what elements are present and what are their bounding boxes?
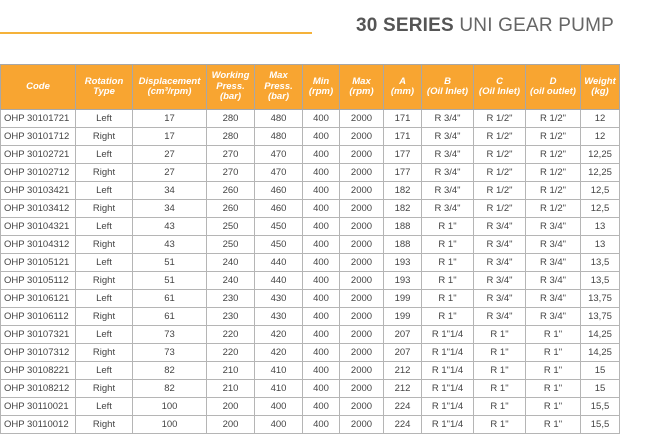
table-cell: 2000 (340, 182, 384, 200)
table-cell: R 3/4" (526, 254, 581, 272)
table-cell: 182 (384, 182, 422, 200)
table-cell: 14,25 (581, 344, 620, 362)
table-cell: 400 (303, 110, 340, 128)
table-row (1, 272, 620, 290)
table-cell: 2000 (340, 290, 384, 308)
table-cell: Left (76, 110, 133, 128)
table-cell: 34 (133, 200, 207, 218)
column-header-line: (kg) (591, 86, 609, 97)
table-cell: R 3/4" (474, 308, 526, 326)
table-cell: 224 (384, 416, 422, 434)
table-cell: R 3/4" (474, 290, 526, 308)
pump-code-cell: OHP 30108212 (1, 380, 76, 398)
table-cell: Left (76, 398, 133, 416)
table-cell: 73 (133, 344, 207, 362)
table-row (1, 290, 620, 308)
table-cell: Right (76, 380, 133, 398)
column-header-line: (oil outlet) (530, 86, 576, 97)
table-cell: 12 (581, 110, 620, 128)
table-row (1, 182, 620, 200)
table-cell: R 1" (526, 398, 581, 416)
column-header-line: Press. (216, 80, 245, 92)
table-cell: R 1" (526, 416, 581, 434)
table-cell: R 3/4" (474, 236, 526, 254)
pump-code-cell: OHP 30101721 (1, 110, 76, 128)
table-cell: Left (76, 254, 133, 272)
table-cell: R 1/2" (526, 200, 581, 218)
table-cell: 400 (303, 236, 340, 254)
table-cell: Right (76, 128, 133, 146)
specifications-table (0, 64, 620, 434)
table-cell: 410 (255, 380, 303, 398)
table-cell: 207 (384, 326, 422, 344)
pump-code-cell: OHP 30104321 (1, 218, 76, 236)
table-cell: R 1/2" (526, 110, 581, 128)
table-cell: 27 (133, 146, 207, 164)
column-header-line: A (399, 75, 406, 87)
table-cell: R 3/4" (422, 182, 474, 200)
column-header (76, 65, 133, 110)
table-cell: 280 (207, 128, 255, 146)
table-body (1, 110, 620, 434)
table-cell: R 1" (526, 326, 581, 344)
column-header (474, 65, 526, 110)
table-cell: R 1/2" (474, 146, 526, 164)
column-header-line: (mm) (390, 86, 415, 97)
table-cell: 15,5 (581, 416, 620, 434)
table-cell: 2000 (340, 344, 384, 362)
table-cell: R 3/4" (526, 272, 581, 290)
table-cell: 193 (384, 254, 422, 272)
table-cell: 188 (384, 236, 422, 254)
column-header-line: Working (211, 70, 250, 82)
table-cell: R 3/4" (526, 236, 581, 254)
table-cell: 420 (255, 344, 303, 362)
table-cell: 450 (255, 236, 303, 254)
table-cell: 43 (133, 236, 207, 254)
table-cell: 460 (255, 200, 303, 218)
pump-code-cell: OHP 30103421 (1, 182, 76, 200)
table-cell: 177 (384, 164, 422, 182)
table-cell: 450 (255, 218, 303, 236)
table-cell: R 1"1/4 (422, 398, 474, 416)
table-cell: 260 (207, 200, 255, 218)
pump-code-cell: OHP 30105121 (1, 254, 76, 272)
table-cell: 207 (384, 344, 422, 362)
table-cell: R 3/4" (422, 110, 474, 128)
table-cell: R 1/2" (474, 182, 526, 200)
table-cell: 17 (133, 110, 207, 128)
column-header (581, 65, 620, 110)
table-cell: 480 (255, 110, 303, 128)
pump-code-cell: OHP 30110012 (1, 416, 76, 434)
table-cell: 12,25 (581, 164, 620, 182)
table-cell: Left (76, 290, 133, 308)
table-cell: R 1"1/4 (422, 344, 474, 362)
table-cell: 13,5 (581, 254, 620, 272)
table-cell: 2000 (340, 416, 384, 434)
table-cell: 400 (303, 416, 340, 434)
table-cell: Right (76, 308, 133, 326)
table-cell: 13,75 (581, 308, 620, 326)
table-cell: 400 (303, 200, 340, 218)
table-cell: 171 (384, 110, 422, 128)
table-cell: Left (76, 362, 133, 380)
header-row (1, 65, 620, 110)
page-header (0, 0, 648, 58)
pump-code-cell: OHP 30101712 (1, 128, 76, 146)
column-header (384, 65, 422, 110)
table-row (1, 146, 620, 164)
table-cell: R 1" (474, 398, 526, 416)
pump-code-cell: OHP 30105112 (1, 272, 76, 290)
table-cell: 250 (207, 236, 255, 254)
title-series: 30 SERIES (355, 15, 454, 36)
table-cell: R 1" (474, 380, 526, 398)
column-header-line: (cm³/rpm) (147, 86, 192, 97)
column-header-line: (Oil Inlet) (478, 86, 521, 97)
table-cell: 17 (133, 128, 207, 146)
table-cell: R 1"1/4 (422, 326, 474, 344)
column-header-line: (Oil Inlet) (426, 86, 469, 97)
table-cell: 12,5 (581, 182, 620, 200)
table-row (1, 380, 620, 398)
table-cell: 270 (207, 164, 255, 182)
column-header-line: Min (312, 75, 330, 87)
table-cell: R 3/4" (474, 218, 526, 236)
table-cell: 82 (133, 380, 207, 398)
table-cell: R 1"1/4 (422, 416, 474, 434)
table-cell: 193 (384, 272, 422, 290)
table-cell: 13,5 (581, 272, 620, 290)
table-cell: 400 (303, 326, 340, 344)
table-cell: R 1" (422, 218, 474, 236)
column-header-line: B (444, 75, 451, 87)
table-cell: R 1" (422, 272, 474, 290)
table-cell: R 1" (474, 326, 526, 344)
table-cell: 188 (384, 218, 422, 236)
table-cell: 210 (207, 380, 255, 398)
table-cell: 2000 (340, 218, 384, 236)
table-cell: 15,5 (581, 398, 620, 416)
table-cell: R 1/2" (474, 128, 526, 146)
pump-code-cell: OHP 30110021 (1, 398, 76, 416)
table-cell: 400 (303, 128, 340, 146)
table-cell: 220 (207, 326, 255, 344)
table-cell: 2000 (340, 146, 384, 164)
table-cell: 400 (303, 344, 340, 362)
table-row (1, 326, 620, 344)
table-cell: Left (76, 326, 133, 344)
table-cell: R 3/4" (474, 254, 526, 272)
table-cell: 27 (133, 164, 207, 182)
table-cell: 400 (255, 416, 303, 434)
column-header-line: D (549, 75, 557, 87)
table-cell: R 1/2" (474, 110, 526, 128)
table-cell: R 3/4" (526, 218, 581, 236)
table-cell: R 1"1/4 (422, 380, 474, 398)
table-cell: 182 (384, 200, 422, 218)
table-cell: 2000 (340, 398, 384, 416)
table-cell: R 1" (526, 344, 581, 362)
table-row (1, 398, 620, 416)
table-cell: 2000 (340, 164, 384, 182)
table-cell: R 3/4" (422, 200, 474, 218)
table-cell: 400 (303, 308, 340, 326)
table-cell: R 3/4" (474, 272, 526, 290)
table-cell: 200 (207, 398, 255, 416)
table-cell: 250 (207, 218, 255, 236)
column-header (340, 65, 384, 110)
table-cell: R 3/4" (422, 164, 474, 182)
table-cell: 430 (255, 290, 303, 308)
column-header-line: (rpm) (308, 86, 334, 97)
table-cell: 61 (133, 290, 207, 308)
column-header-line: (rpm) (349, 86, 374, 97)
table-cell: 51 (133, 272, 207, 290)
column-header (255, 65, 303, 110)
table-cell: 13 (581, 236, 620, 254)
table-cell: R 1" (422, 254, 474, 272)
table-cell: 400 (303, 398, 340, 416)
table-cell: R 1/2" (474, 164, 526, 182)
column-header (133, 65, 207, 110)
table-cell: 400 (303, 182, 340, 200)
table-cell: 400 (255, 398, 303, 416)
table-cell: 240 (207, 272, 255, 290)
table-cell: 212 (384, 362, 422, 380)
table-cell: 171 (384, 128, 422, 146)
pump-code-cell: OHP 30106121 (1, 290, 76, 308)
column-header-line: (bar) (219, 91, 242, 103)
table-cell: 400 (303, 146, 340, 164)
table-row (1, 128, 620, 146)
header-accent-line (0, 32, 312, 34)
table-cell: Left (76, 218, 133, 236)
table-cell: R 1" (474, 362, 526, 380)
column-header-line: Code (26, 80, 50, 92)
table-cell: R 1" (422, 308, 474, 326)
column-header-line: Rotation (84, 75, 124, 87)
table-cell: 82 (133, 362, 207, 380)
table-cell: 13,75 (581, 290, 620, 308)
table-cell: 34 (133, 182, 207, 200)
column-header-line: (bar) (267, 91, 290, 103)
table-cell: R 1/2" (526, 182, 581, 200)
table-row (1, 110, 620, 128)
table-row (1, 236, 620, 254)
table-cell: 199 (384, 308, 422, 326)
table-cell: 230 (207, 290, 255, 308)
column-header-line: Max (269, 70, 288, 82)
column-header (207, 65, 255, 110)
table-cell: 400 (303, 362, 340, 380)
column-header (526, 65, 581, 110)
table-cell: Right (76, 272, 133, 290)
table-row (1, 362, 620, 380)
table-cell: R 1/2" (474, 200, 526, 218)
table-cell: 2000 (340, 200, 384, 218)
table-cell: Right (76, 416, 133, 434)
pump-code-cell: OHP 30103412 (1, 200, 76, 218)
table-cell: 270 (207, 146, 255, 164)
table-cell: 230 (207, 308, 255, 326)
table-cell: 177 (384, 146, 422, 164)
table-cell: 43 (133, 218, 207, 236)
table-cell: 410 (255, 362, 303, 380)
table-cell: Right (76, 200, 133, 218)
pump-code-cell: OHP 30104312 (1, 236, 76, 254)
table-cell: R 3/4" (422, 128, 474, 146)
table-cell: 400 (303, 218, 340, 236)
table-row (1, 416, 620, 434)
table-cell: 15 (581, 362, 620, 380)
table-row (1, 344, 620, 362)
table-row (1, 200, 620, 218)
column-header-line: Max (352, 75, 371, 87)
table-cell: 212 (384, 380, 422, 398)
table-cell: 210 (207, 362, 255, 380)
table-cell: 430 (255, 308, 303, 326)
column-header-line: C (496, 75, 503, 87)
title-product: UNI GEAR PUMP (459, 15, 614, 36)
pump-code-cell: OHP 30107312 (1, 344, 76, 362)
table-cell: 12 (581, 128, 620, 146)
table-cell: 12,5 (581, 200, 620, 218)
table-cell: 440 (255, 254, 303, 272)
table-cell: 460 (255, 182, 303, 200)
table-cell: 400 (303, 272, 340, 290)
table-cell: Left (76, 182, 133, 200)
table-row (1, 254, 620, 272)
table-cell: R 1/2" (526, 128, 581, 146)
table-cell: 470 (255, 164, 303, 182)
table-cell: Right (76, 236, 133, 254)
table-cell: 420 (255, 326, 303, 344)
page-title (356, 15, 614, 37)
table-cell: 100 (133, 416, 207, 434)
table-cell: R 1" (526, 362, 581, 380)
column-header (1, 65, 76, 110)
table-cell: 13 (581, 218, 620, 236)
table-cell: 2000 (340, 128, 384, 146)
column-header-line: Press. (264, 80, 293, 92)
table-header (1, 65, 620, 110)
table-cell: 15 (581, 380, 620, 398)
column-header (303, 65, 340, 110)
table-cell: 2000 (340, 236, 384, 254)
table-cell: Right (76, 344, 133, 362)
table-cell: 400 (303, 164, 340, 182)
table-cell: 14,25 (581, 326, 620, 344)
table-cell: 100 (133, 398, 207, 416)
table-cell: Left (76, 146, 133, 164)
table-cell: 220 (207, 344, 255, 362)
table-row (1, 308, 620, 326)
table-cell: 260 (207, 182, 255, 200)
table-cell: 2000 (340, 326, 384, 344)
table-cell: 12,25 (581, 146, 620, 164)
table-cell: 73 (133, 326, 207, 344)
pump-code-cell: OHP 30102721 (1, 146, 76, 164)
table-row (1, 218, 620, 236)
table-cell: 240 (207, 254, 255, 272)
table-cell: R 3/4" (526, 308, 581, 326)
table-cell: 51 (133, 254, 207, 272)
column-header-line: Type (93, 86, 115, 97)
table-cell: 440 (255, 272, 303, 290)
pump-code-cell: OHP 30108221 (1, 362, 76, 380)
table-cell: 480 (255, 128, 303, 146)
pump-code-cell: OHP 30102712 (1, 164, 76, 182)
table-cell: R 3/4" (526, 290, 581, 308)
table-cell: 2000 (340, 254, 384, 272)
table-cell: R 1" (526, 380, 581, 398)
table-cell: 280 (207, 110, 255, 128)
pump-code-cell: OHP 30106112 (1, 308, 76, 326)
table-cell: R 1" (474, 344, 526, 362)
table-cell: R 1/2" (526, 164, 581, 182)
pump-code-cell: OHP 30107321 (1, 326, 76, 344)
table-cell: Right (76, 164, 133, 182)
table-row (1, 164, 620, 182)
table-cell: R 1" (422, 290, 474, 308)
table-cell: 199 (384, 290, 422, 308)
table-cell: 470 (255, 146, 303, 164)
column-header-line: Displacement (138, 75, 201, 87)
table-cell: 2000 (340, 362, 384, 380)
column-header-line: Weight (584, 75, 616, 87)
table-cell: 2000 (340, 110, 384, 128)
table-cell: 400 (303, 254, 340, 272)
table-cell: 400 (303, 290, 340, 308)
table-cell: R 3/4" (422, 146, 474, 164)
table-cell: R 1/2" (526, 146, 581, 164)
table-cell: R 1" (422, 236, 474, 254)
table-cell: R 1"1/4 (422, 362, 474, 380)
table-cell: 2000 (340, 308, 384, 326)
table-cell: 224 (384, 398, 422, 416)
table-cell: 61 (133, 308, 207, 326)
table-cell: 400 (303, 380, 340, 398)
column-header (422, 65, 474, 110)
table-cell: 2000 (340, 272, 384, 290)
table-cell: 200 (207, 416, 255, 434)
table-cell: 2000 (340, 380, 384, 398)
table-cell: R 1" (474, 416, 526, 434)
